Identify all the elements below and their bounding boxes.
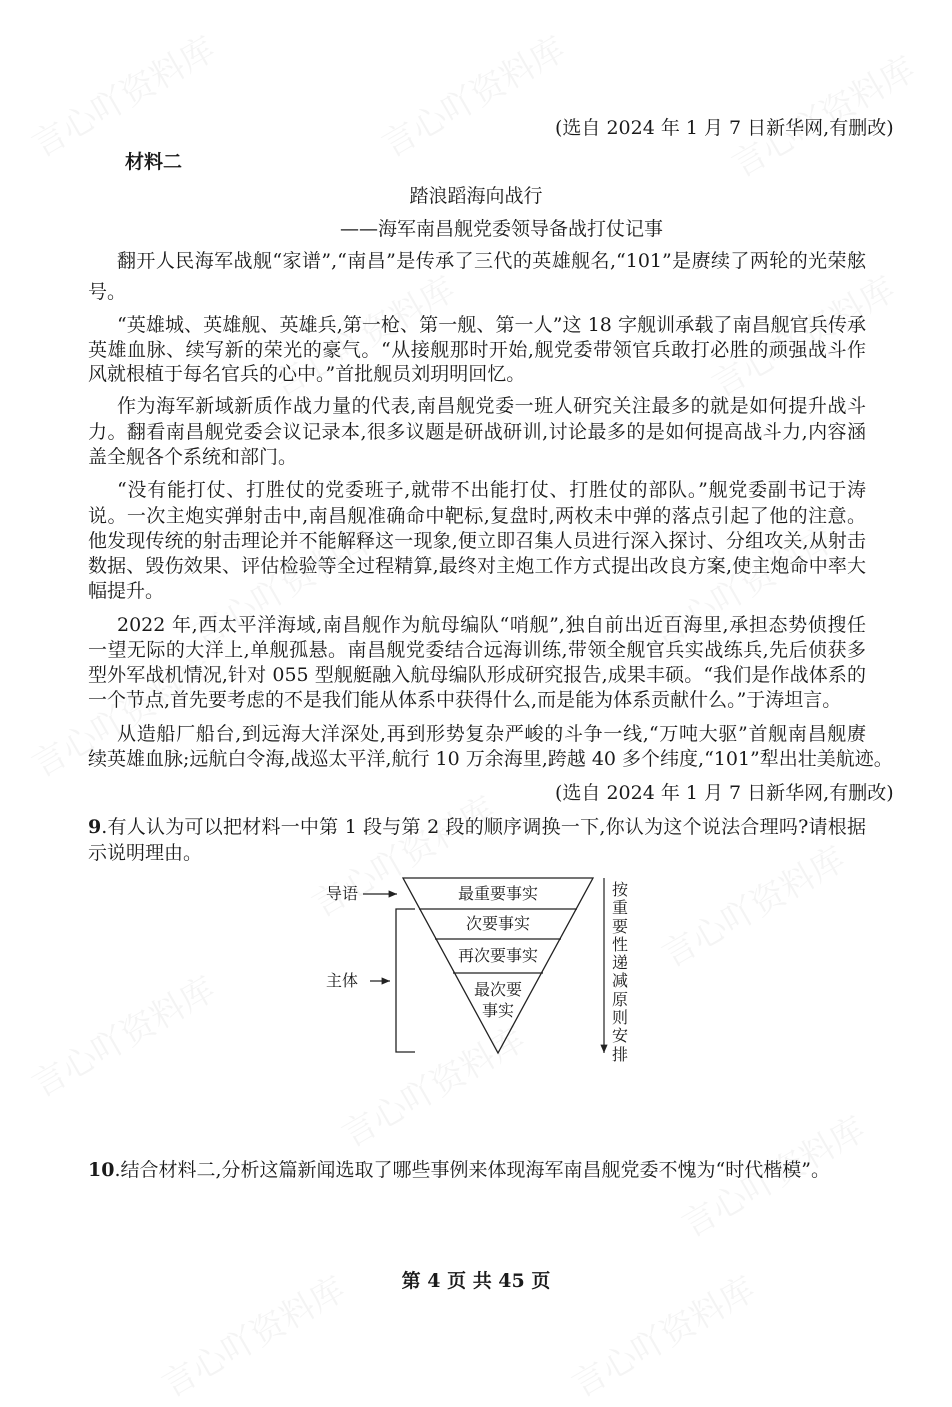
level-2: 次要事实 bbox=[465, 914, 530, 933]
paragraph-line: 从造船厂船台,到远海大洋深处,再到形势复杂严峻的斗争一线,“万吨大驱”首舰南昌舰赓 bbox=[117, 723, 866, 745]
paragraph-line: 盖全舰各个系统和部门。 bbox=[88, 446, 298, 468]
paragraph-line: 说。一次主炮实弹射击中,南昌舰准确命中靶标,复盘时,两枚未中弹的落点引起了他的注意。 bbox=[88, 505, 866, 527]
source-citation-top: (选自 2024 年 1 月 7 日新华网,有删改) bbox=[555, 117, 894, 139]
paragraph-line: “英雄城、英雄舰、英雄兵,第一枪、第一舰、第一人”这 18 字舰训承载了南昌舰官兵传承 bbox=[117, 314, 866, 336]
level-1: 最重要事实 bbox=[457, 884, 538, 903]
level-4: 最次要 bbox=[473, 980, 522, 999]
article-subtitle: ——海军南昌舰党委领导备战打仗记事 bbox=[340, 218, 664, 240]
level-3: 再次要事实 bbox=[457, 946, 538, 965]
paragraph-line: 数据、毁伤效果、评估检验等全过程精算,最终对主炮工作方式提出改良方案,使主炮命中率大 bbox=[88, 555, 866, 577]
paragraph-line: 翻开人民海军战舰“家谱”,“南昌”是传承了三代的英雄舰名,“101”是赓续了两轮的光荣舷 bbox=[117, 250, 866, 272]
paragraph-line: 一望无际的大洋上,单舰孤悬。南昌舰党委结合远海训练,带领全舰官兵实战练兵,先后侦获多 bbox=[88, 639, 866, 661]
lead-label: 导语 bbox=[326, 884, 359, 903]
paragraph-line: 号。 bbox=[88, 281, 127, 303]
level-4-cont: 事实 bbox=[481, 1001, 514, 1020]
body-label: 主体 bbox=[326, 971, 359, 990]
question-9-line: 9.有人认为可以把材料一中第 1 段与第 2 段的顺序调换一下,你认为这个说法合理吗?请根据 bbox=[88, 816, 866, 838]
paragraph-line: 型外军战机情况,针对 055 型舰艇融入航母编队形成研究报告,成果丰硕。“我们是作战体系的 bbox=[88, 664, 866, 686]
question-9-line: 示说明理由。 bbox=[88, 842, 203, 864]
material-label: 材料二 bbox=[125, 151, 183, 173]
body-bracket bbox=[396, 909, 415, 1052]
article-title: 踏浪蹈海向战行 bbox=[409, 185, 543, 207]
paragraph-line: 2022 年,西太平洋海域,南昌舰作为航母编队“哨舰”,独自前出近百海里,承担态势侦搜任 bbox=[117, 614, 866, 636]
paragraph-line: 风就根植于每名官兵的心中。”首批舰员刘玥明回忆。 bbox=[88, 363, 526, 385]
paragraph-line: 作为海军新域新质作战力量的代表,南昌舰党委一班人研究关注最多的就是如何提升战斗 bbox=[117, 395, 866, 417]
paragraph-line: 力。翻看南昌舰党委会议记录本,很多议题是研战研训,讨论最多的是如何提高战斗力,内容涵 bbox=[88, 421, 866, 443]
question-number: 9 bbox=[88, 816, 102, 838]
importance-side-text: 按重要性递减原则安排 bbox=[612, 880, 629, 1064]
paragraph-line: 续英雄血脉;远航白令海,战巡太平洋,航行 10 万余海里,跨越 40 多个纬度,“101”犁出壮美航迹。 bbox=[88, 748, 893, 770]
question-number: 10 bbox=[88, 1159, 115, 1181]
paragraph-line: “没有能打仗、打胜仗的党委班子,就带不出能打仗、打胜仗的部队。”舰党委副书记于涛 bbox=[117, 479, 866, 501]
paragraph-line: 幅提升。 bbox=[88, 580, 165, 602]
question-10: 10.结合材料二,分析这篇新闻选取了哪些事例来体现海军南昌舰党委不愧为“时代楷模”。 bbox=[88, 1159, 830, 1181]
paragraph-line: 他发现传统的射击理论并不能解释这一现象,便立即召集人员进行深入探讨、分组攻关,从射击 bbox=[88, 530, 866, 552]
source-citation: (选自 2024 年 1 月 7 日新华网,有删改) bbox=[555, 782, 894, 804]
paragraph-line: 一个节点,首先要考虑的不是我们能从体系中获得什么,而是能为体系贡献什么。”于涛坦言。 bbox=[88, 689, 842, 711]
page-footer: 第 4 页 共 45 页 bbox=[401, 1270, 551, 1292]
paragraph-line: 英雄血脉、续写新的荣光的豪气。“从接舰那时开始,舰党委带领官兵敢打必胜的顽强战斗作 bbox=[88, 339, 866, 361]
